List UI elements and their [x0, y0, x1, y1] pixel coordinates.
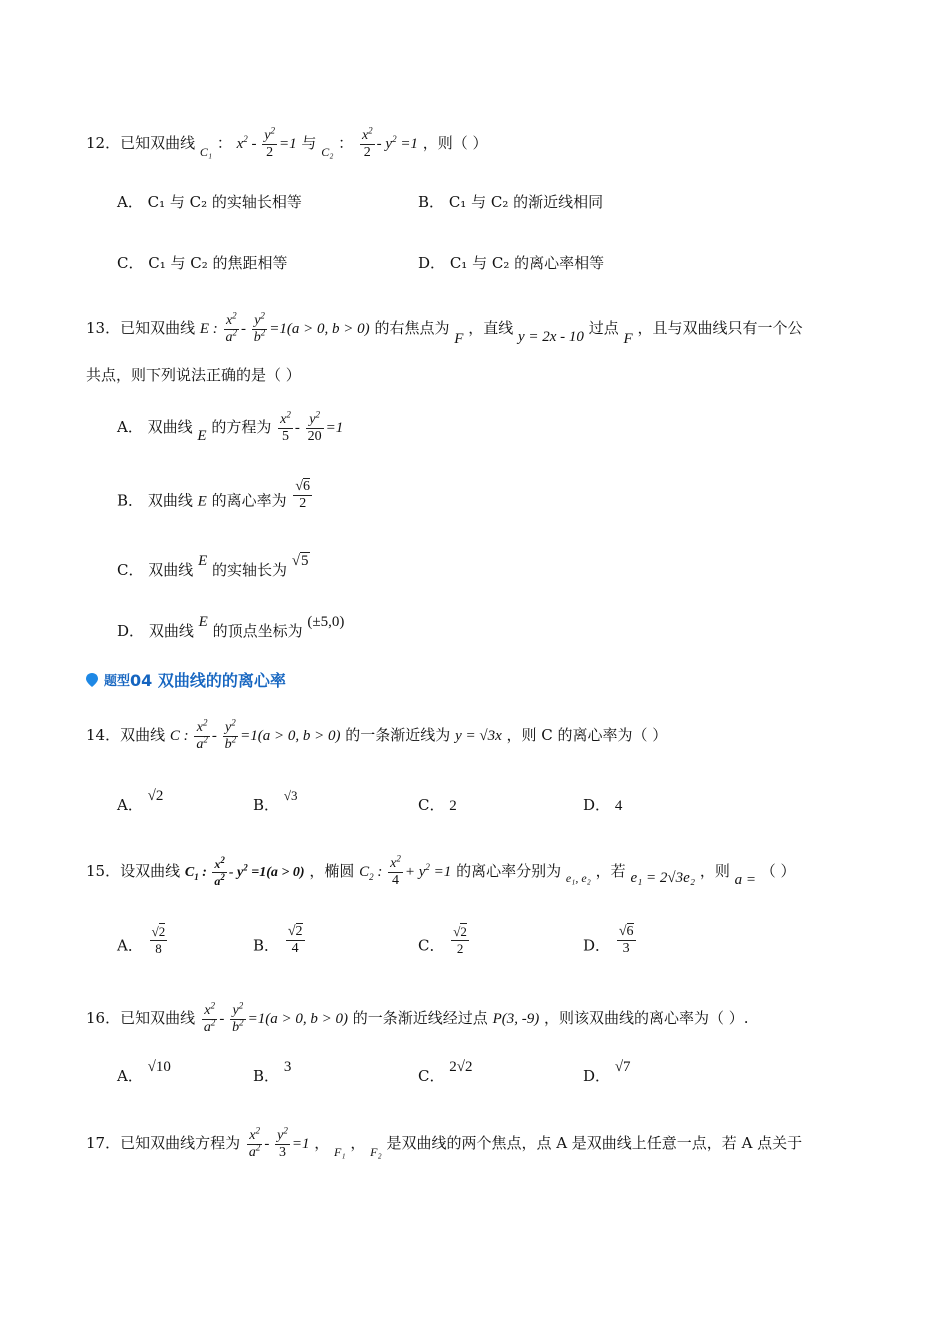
option-label: A． — [117, 193, 143, 211]
option-label: B． — [253, 1067, 280, 1085]
q12-stem: 12．已知双曲线 $_{C_1}$ ： $x^2$ - $\frac{y^2}{2}$ =1 与 $_{C_2}$ ： $\frac{x^2}{2}$ - $y^2 =1$ ，则（ ） — [86, 125, 488, 160]
q14-option-b[interactable] — [253, 788, 298, 816]
q14-stem — [86, 717, 668, 753]
option-label: D． — [117, 622, 145, 640]
q15-mid1: ，椭圆 — [309, 861, 355, 880]
q13-option-d[interactable] — [117, 614, 345, 642]
q16-mid: 的一条渐近线经过点 — [352, 1008, 488, 1027]
q15-mid4: ，则 — [699, 861, 730, 880]
option-text: 的顶点坐标为 — [212, 622, 303, 640]
option-label: B． — [117, 491, 144, 510]
q15-ee: e₁, e₂ — [565, 870, 591, 885]
q16-stem — [86, 1000, 749, 1036]
q15-tail: （ ） — [760, 861, 796, 880]
option-value: √2 — [147, 788, 164, 804]
q13-mid1: 的右焦点为 — [374, 318, 450, 337]
q15-option-d[interactable] — [583, 924, 638, 963]
q15-eq2: $C_2$ : $\frac{x^2}{4}$ + $y^2 =1$ — [359, 853, 452, 888]
option-label: D． — [418, 254, 446, 272]
heading-title: 04 双曲线的的离心率 — [130, 671, 286, 690]
q12-tail: ，则（ ） — [422, 133, 488, 152]
option-text: 双曲线 — [147, 417, 193, 436]
q17-stem — [86, 1125, 803, 1161]
q17-f2: F₂ — [370, 1144, 382, 1159]
option-label: A． — [117, 936, 143, 955]
q15-mid2: 的离心率分别为 — [456, 861, 562, 880]
q16-option-b[interactable] — [253, 1059, 292, 1087]
q14-eq: C : $\frac{x^2}{a^2}$ - $\frac{y^2}{b^2}$ =1(a > 0, b > 0) — [169, 717, 341, 752]
section-heading — [84, 668, 286, 691]
option-text: 的离心率为 — [211, 491, 287, 510]
q15-relation: e₁ = 2√3e₂ — [630, 869, 696, 886]
q12-eq1: $x^2$ - $\frac{y^2}{2}$ =1 — [236, 125, 297, 160]
q17-comma: ， — [350, 1133, 366, 1152]
q16-point: P(3, -9) — [492, 1010, 540, 1027]
option-value: $\frac{√2}{4}$ — [287, 924, 303, 956]
option-text: C₁ 与 C₂ 的渐近线相同 — [448, 193, 604, 211]
option-value: 4 — [614, 798, 623, 814]
q16-tail: ，则该双曲线的离心率为（ ）. — [544, 1008, 749, 1027]
option-value: 3 — [283, 1059, 292, 1075]
q13-mid2: ，直线 — [468, 318, 514, 337]
q14-tail: ，则 C 的离心率为（ ） — [506, 725, 668, 744]
q12-option-c[interactable] — [117, 253, 288, 273]
option-text: 双曲线 — [148, 622, 194, 640]
q12-option-a[interactable] — [117, 192, 302, 212]
option-var: E — [198, 614, 208, 630]
option-text: 双曲线 — [147, 491, 193, 510]
option-text: 双曲线 — [148, 561, 194, 579]
q14-option-d[interactable] — [583, 795, 622, 816]
q15-option-a[interactable] — [117, 924, 169, 963]
option-label: A． — [117, 1067, 143, 1085]
q13-c-math: √5 — [291, 553, 309, 569]
option-value: √10 — [147, 1059, 171, 1075]
q15-eq1: $C_1$ : $\frac{x^2}{a^2}$ - $y^2 =1(a > 0)$ — [184, 855, 305, 889]
option-label: A． — [117, 796, 143, 814]
option-value: 2 — [449, 798, 457, 814]
q13-F: F — [454, 330, 464, 347]
option-label: C． — [418, 1067, 445, 1085]
option-var: E — [198, 553, 208, 569]
option-label: A． — [117, 417, 143, 436]
q13-number-text: 13．已知双曲线 — [86, 318, 196, 337]
option-label: B． — [253, 936, 280, 955]
q14-mid: 的一条渐近线为 — [345, 725, 451, 744]
option-text: 的实轴长为 — [212, 561, 288, 579]
q13-b-math: $\frac{√6}{2}$ — [295, 479, 311, 511]
q12-eq2: $\frac{x^2}{2}$ - $y^2 =1$ — [361, 125, 418, 160]
q17-eq: $\frac{x^2}{a^2}$ - $\frac{y^2}{3}$ =1 — [248, 1125, 310, 1160]
q15-option-c[interactable] — [418, 924, 471, 963]
q13-mid3: 过点 — [588, 318, 619, 337]
q15-stem — [86, 853, 796, 889]
q17-number-text: 17．已知双曲线方程为 — [86, 1133, 241, 1152]
option-value: 2√2 — [449, 1059, 473, 1075]
option-label: C． — [418, 796, 445, 814]
q13-a-math: $\frac{x^2}{5}$ - $\frac{y^2}{20}$ =1 — [280, 409, 344, 444]
q17-tail: 是双曲线的两个焦点，点 A 是双曲线上任意一点，若 A 点关于 — [386, 1133, 803, 1152]
q14-asymptote: y = √3x — [455, 727, 502, 744]
option-var: E — [197, 493, 207, 510]
q13-eq: E : $\frac{x^2}{a^2}$ - $\frac{y^2}{b^2}$ =1(a > 0, b > 0) — [199, 310, 370, 345]
q13-option-a[interactable] — [117, 409, 344, 445]
option-label: D． — [583, 796, 611, 814]
option-text: 的方程为 — [211, 417, 272, 436]
q17-f1: F₁ — [334, 1144, 346, 1159]
option-value: √3 — [283, 788, 298, 803]
option-label: B． — [418, 193, 445, 211]
q15-a: a = — [734, 871, 756, 888]
q13-d-math: (±5,0) — [307, 614, 345, 630]
q16-option-c[interactable] — [418, 1059, 473, 1087]
location-pin-icon — [84, 672, 100, 688]
q15-mid3: ，若 — [595, 861, 626, 880]
q13-line-eq: y = 2x - 10 — [517, 328, 584, 345]
q13-F2: F — [623, 330, 633, 347]
q15-number-text: 15．设双曲线 — [86, 861, 181, 880]
option-label: D． — [583, 1067, 611, 1085]
option-value: √7 — [614, 1059, 631, 1075]
q12-c2: C₂ — [321, 144, 334, 159]
q14-option-a[interactable] — [117, 788, 164, 816]
option-value: $\frac{√6}{3}$ — [618, 924, 634, 956]
q16-option-d[interactable] — [583, 1059, 631, 1087]
option-label: C． — [117, 254, 144, 272]
q13-tail: ，且与双曲线只有一个公 — [637, 318, 803, 337]
q13-stem-line2: 共点，则下列说法正确的是（ ） — [86, 366, 301, 384]
q13-option-c[interactable] — [117, 553, 310, 581]
q14-option-c[interactable] — [418, 795, 457, 816]
option-text: C₁ 与 C₂ 的离心率相等 — [449, 254, 605, 272]
q16-option-a[interactable] — [117, 1059, 171, 1087]
option-text: C₁ 与 C₂ 的焦距相等 — [148, 254, 288, 272]
option-label: C． — [117, 561, 144, 579]
heading-prefix: 题型 — [104, 674, 131, 689]
option-value: $\frac{√2}{2}$ — [453, 924, 467, 956]
q15-option-b[interactable] — [253, 924, 307, 963]
q16-number-text: 16．已知双曲线 — [86, 1008, 196, 1027]
q12-yu: 与 — [301, 133, 317, 152]
q12-option-b[interactable] — [418, 192, 603, 212]
q12-c1: C₁ — [199, 144, 213, 159]
option-text: C₁ 与 C₂ 的实轴长相等 — [147, 193, 302, 211]
q13-stem — [86, 310, 803, 347]
option-label: C． — [418, 936, 445, 955]
option-var: E — [197, 427, 207, 444]
option-label: D． — [583, 936, 611, 955]
q13-option-b[interactable] — [117, 479, 314, 518]
option-value: $\frac{√2}{8}$ — [151, 924, 166, 956]
q12-number-text: 12．已知双曲线 — [86, 133, 196, 152]
q17-mid: ， — [314, 1133, 330, 1152]
option-label: B． — [253, 796, 280, 814]
q16-eq: $\frac{x^2}{a^2}$ - $\frac{y^2}{b^2}$ =1(a > 0, b > 0) — [203, 1000, 348, 1035]
q12-option-d[interactable] — [418, 253, 604, 273]
q14-number-text: 14．双曲线 — [86, 725, 166, 744]
